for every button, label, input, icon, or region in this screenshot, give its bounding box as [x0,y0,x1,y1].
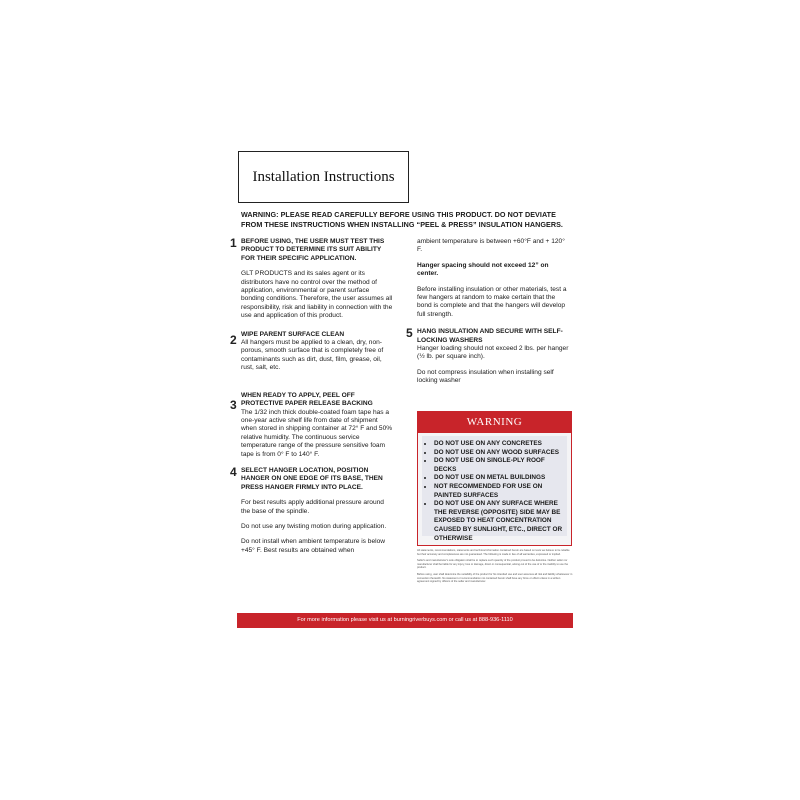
warning-item: • DO NOT USE ON SINGLE-PLY ROOF DECKS [434,457,564,474]
warning-item: • NOT RECOMMENDED FOR USE ON PAINTED SURFACES [434,483,564,500]
right-column [406,238,569,386]
warning-list [425,440,564,543]
warning-heading: WARNING: PLEASE READ CAREFULLY BEFORE USING THIS PRODUCT. DO NOT DEVIATE FROM THESE INSTRUCTIONS WHEN INSTALLING “PEEL & PRESS” INSULATION HANGERS. [241,210,563,229]
warning-list-panel [422,436,567,542]
warning-item: • DO NOT USE ON ANY CONCRETES [434,440,564,449]
step-number: 3 [230,397,237,412]
step-text: ambient temperature is between +60°F and + 120° F. [417,238,565,254]
left-column [230,236,393,555]
footer-banner: For more information please visit us at burningriverbuys.com or call us at 888-936-1110 [237,613,573,628]
step-text: Do not install when ambient temperature is below +45° F. Best results are obtained when [241,538,386,554]
step-text: All hangers must be applied to a clean, dry, non-porous, smooth surface that is completely free of contaminants such as dirt, dust, film, grease, oil, rust, salt, etc. [241,339,384,372]
step-1 [230,236,393,321]
step-heading: WIPE PARENT SURFACE CLEAN [241,330,345,338]
step-2 [230,330,393,373]
step-text: The 1/32 inch thick double-coated foam tape has a one-year active shelf life from date of shipment when stored in shipping container at 72° F and 50% relative humidity. The continuous service temperature range of the pressure sensitive foam tape is from 0° F to 140° F. [241,408,393,458]
step-5 [406,326,569,385]
step-number: 2 [230,332,237,347]
fine-print-paragraph: Before using, user shall determine the suitability of the product for his intended use and user assumes all risk and liability whatsoever in connection therewith. No statement or recommendation not contained herein shall have any force or effect unless in a written agreement signed by officers of the seller and manufacturer. [417,572,573,584]
fine-print [417,549,573,587]
step-heading: SELECT HANGER LOCATION, POSITION HANGER ON ONE EDGE OF ITS BASE, THEN PRESS HANGER FIRMLY INTO PLACE. [241,466,383,491]
step-heading: BEFORE USING, THE USER MUST TEST THIS PRODUCT TO DETERMINE ITS SUIT ABILITY FOR THEIR SPECIFIC APPLICATION. [241,238,385,262]
warning-item: • DO NOT USE ON METAL BUILDINGS [434,474,564,483]
step-text: GLT PRODUCTS and its sales agent or its distributors have no control over the method of application, environmental or parent surface bonding conditions. Therefore, the user assumes all responsibility, risk and liability in connection with the use and application of this product. [241,270,393,320]
step-4 [230,464,393,555]
step-text: Do not compress insulation when installing self locking washer [417,368,554,385]
step-text: Do not use any twisting motion during application. [241,522,387,530]
warning-box [417,411,572,546]
step-text: Hanger loading should not exceed 2 lbs. per hanger (½ lb. per square inch). [417,345,569,361]
step-number: 1 [230,236,237,250]
fine-print-paragraph: Seller's and manufacturer's sole obligation shall be to replace such quantity of the product proved to be defective. Neither seller nor manufacturer shall be liable for any injury, loss or damage, direct or consequential, arising out of the use of or the inability to use the product. [417,559,569,570]
spacing-note: Hanger spacing should not exceed 12” on center. [417,261,549,278]
step-number: 5 [406,326,413,341]
step-4-continued [417,238,569,319]
step-heading: WHEN READY TO APPLY, PEEL OFF PROTECTIVE PAPER RELEASE BACKING [241,391,373,408]
warning-item: • DO NOT USE ON ANY SURFACE WHERE THE REVERSE (OPPOSITE) SIDE MAY BE EXPOSED TO HEAT CONCENTRATION CAUSED BY SUNLIGHT, ETC., DIRECT OR OTHERWISE [434,500,564,543]
fine-print-paragraph: All statements, recommendations, statements and technical information contained herein are based on tests we believe to be reliable but their accuracy and completeness are not guaranteed. The following is made in lieu of all warranties, expressed or implied. [417,549,570,556]
instruction-sheet [230,138,575,638]
step-text: Before installing insulation or other materials, test a few hangers at random to make certain that the bond is complete and that the hangers will develop full strength. [417,285,567,318]
step-text: For best results apply additional pressure around the base of the spindle. [241,499,384,515]
step-number: 4 [230,464,237,479]
page-title: Installation Instructions [238,151,409,203]
warning-item: • DO NOT USE ON ANY WOOD SURFACES [434,449,564,458]
step-3 [230,391,393,459]
warning-box-title: WARNING [418,412,571,433]
step-heading: HANG INSULATION AND SECURE WITH SELF-LOCKING WASHERS [417,328,563,344]
